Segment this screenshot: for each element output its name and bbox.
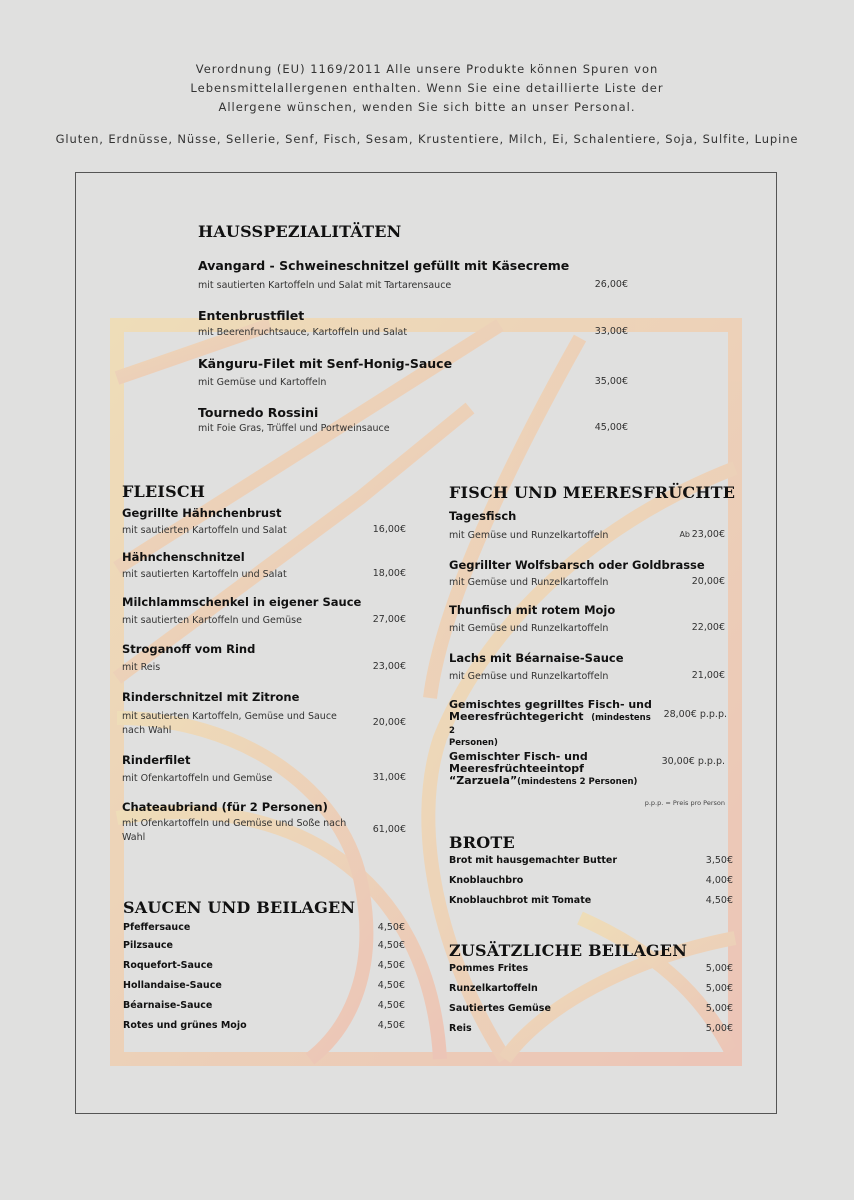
dish-name: Thunfisch mit rotem Mojo [449, 603, 616, 617]
dish-name: Entenbrustfilet [198, 308, 305, 323]
side-price: 4,00€ [705, 875, 733, 886]
dish-name-line: Gemischtes gegrilltes Fisch- und [449, 698, 652, 711]
dish-price: 45,00€ [594, 422, 628, 433]
allergen-notice-line-2: Lebensmittelallergenen enthalten. Wenn Sie eine detaillierte Liste der [190, 81, 664, 95]
side-price: 4,50€ [377, 1000, 405, 1011]
dish-price: 20,00€ [691, 576, 725, 587]
dish-description: mit Gemüse und Runzelkartoffeln [449, 530, 609, 541]
side-price: 5,00€ [705, 1023, 733, 1034]
side-name: Knoblauchbro [449, 875, 524, 886]
dish-name: Rinderfilet [122, 753, 191, 767]
side-price: 4,50€ [377, 980, 405, 991]
dish-name: Känguru-Filet mit Senf-Honig-Sauce [198, 356, 453, 371]
side-price: 3,50€ [705, 855, 733, 866]
dish-description: mit Foie Gras, Trüffel und Portweinsauce [198, 423, 390, 434]
dish-note: (mindestens 2 [449, 713, 651, 736]
dish-mixed-grill [449, 699, 659, 749]
side-price: 4,50€ [377, 1020, 405, 1031]
dish-price: 18,00€ [372, 568, 406, 579]
section-title-fleisch: FLEISCH [122, 482, 206, 501]
side-name: Knoblauchbrot mit Tomate [449, 895, 592, 906]
dish-description: mit Reis [122, 662, 161, 673]
dish-price: 28,00€ p.p.p. [663, 709, 727, 720]
side-name: Roquefort-Sauce [123, 960, 213, 971]
dish-description: mit Gemüse und Runzelkartoffeln [449, 623, 609, 634]
dish-name: Tournedo Rossini [198, 405, 319, 420]
dish-price: 23,00€ [372, 661, 406, 672]
dish-description: mit sautierten Kartoffeln und Salat [122, 525, 287, 536]
dish-description: mit Beerenfruchtsauce, Kartoffeln und Salat [198, 327, 408, 338]
dish-price: 26,00€ [594, 279, 628, 290]
dish-price: 33,00€ [594, 326, 628, 337]
section-title-beilagen: ZUSÄTZLICHE BEILAGEN [449, 941, 688, 960]
dish-name-line: “Zarzuela” [449, 774, 518, 787]
dish-name: Milchlammschenkel in eigener Sauce [122, 595, 362, 609]
side-name: Rotes und grünes Mojo [123, 1020, 247, 1031]
dish-price: 20,00€ [372, 717, 406, 728]
dish-name: Rinderschnitzel mit Zitrone [122, 690, 300, 704]
dish-description: mit sautierten Kartoffeln, Gemüse und Sauce nach Wahl [122, 711, 337, 736]
side-price: 5,00€ [705, 983, 733, 994]
dish-note: (mindestens 2 Personen) [517, 777, 638, 787]
dish-name: Avangard - Schweineschnitzel gefüllt mit Käsecreme [198, 258, 570, 273]
side-price: 4,50€ [377, 960, 405, 971]
dish-description: mit Ofenkartoffeln und Gemüse und Soße nach Wahl [122, 818, 347, 843]
dish-description: mit sautierten Kartoffeln und Salat [122, 569, 287, 580]
dish-description: mit sautierten Kartoffeln und Salat mit Tartarensauce [198, 280, 452, 291]
allergen-notice-line-3: Allergene wünschen, wenden Sie sich bitte an unser Personal. [218, 100, 636, 114]
dish-name: Lachs mit Béarnaise-Sauce [449, 651, 624, 665]
dish-price: 31,00€ [372, 772, 406, 783]
dish-description: mit Gemüse und Runzelkartoffeln [449, 577, 609, 588]
dish-zarzuela [449, 751, 659, 788]
dish-price: 23,00€ [691, 529, 725, 540]
dish-price: 30,00€ p.p.p. [661, 756, 725, 767]
side-name: Reis [449, 1023, 472, 1034]
section-title-hausspezialitaeten: HAUSSPEZIALITÄTEN [198, 222, 402, 241]
dish-description: mit sautierten Kartoffeln und Gemüse [122, 615, 302, 626]
dish-name: Gegrillte Hähnchenbrust [122, 506, 282, 520]
side-price: 5,00€ [705, 963, 733, 974]
side-name: Hollandaise-Sauce [123, 980, 222, 991]
side-name: Pfeffersauce [123, 922, 191, 933]
dish-name-line: Meeresfrüchtegericht [449, 710, 584, 723]
dish-name: Stroganoff vom Rind [122, 642, 256, 656]
dish-name: Tagesfisch [449, 509, 517, 523]
side-price: 5,00€ [705, 1003, 733, 1014]
price-prefix: Ab [679, 530, 690, 539]
side-price: 4,50€ [377, 940, 405, 951]
side-name: Béarnaise-Sauce [123, 1000, 213, 1011]
section-title-brote: BROTE [449, 833, 515, 852]
side-name: Brot mit hausgemachter Butter [449, 855, 618, 866]
price-note: p.p.p. = Preis pro Person [644, 799, 725, 807]
dish-name: Chateaubriand (für 2 Personen) [122, 800, 328, 814]
dish-name-line: Meeresfrüchteeintopf [449, 762, 584, 775]
side-price: 4,50€ [377, 922, 405, 933]
dish-description: mit Gemüse und Runzelkartoffeln [449, 671, 609, 682]
dish-name: Hähnchenschnitzel [122, 550, 245, 564]
side-name: Pommes Frites [449, 963, 529, 974]
side-price: 4,50€ [705, 895, 733, 906]
dish-name: Gegrillter Wolfsbarsch oder Goldbrasse [449, 558, 705, 572]
allergen-list: Gluten, Erdnüsse, Nüsse, Sellerie, Senf, Fisch, Sesam, Krustentiere, Milch, Ei, Schalentiere, Soja, Sulfite, Lupine [55, 132, 799, 146]
dish-description: mit Ofenkartoffeln und Gemüse [122, 773, 273, 784]
section-title-saucen: SAUCEN UND BEILAGEN [123, 898, 356, 917]
dish-description: mit Gemüse und Kartoffeln [198, 377, 327, 388]
dish-name-line: Gemischter Fisch- und [449, 750, 588, 763]
side-name: Runzelkartoffeln [449, 983, 538, 994]
dish-price: 16,00€ [372, 524, 406, 535]
side-name: Sautiertes Gemüse [449, 1003, 551, 1014]
dish-price: 27,00€ [372, 614, 406, 625]
dish-price: 21,00€ [691, 670, 725, 681]
section-title-fisch: FISCH UND MEERESFRÜCHTE [449, 483, 736, 502]
dish-note: Personen) [449, 738, 498, 748]
allergen-notice-line-1: Verordnung (EU) 1169/2011 Alle unsere Produkte können Spuren von [195, 62, 659, 76]
dish-price: 35,00€ [594, 376, 628, 387]
side-name: Pilzsauce [123, 940, 173, 951]
dish-price: 61,00€ [372, 824, 406, 835]
dish-price: 22,00€ [691, 622, 725, 633]
